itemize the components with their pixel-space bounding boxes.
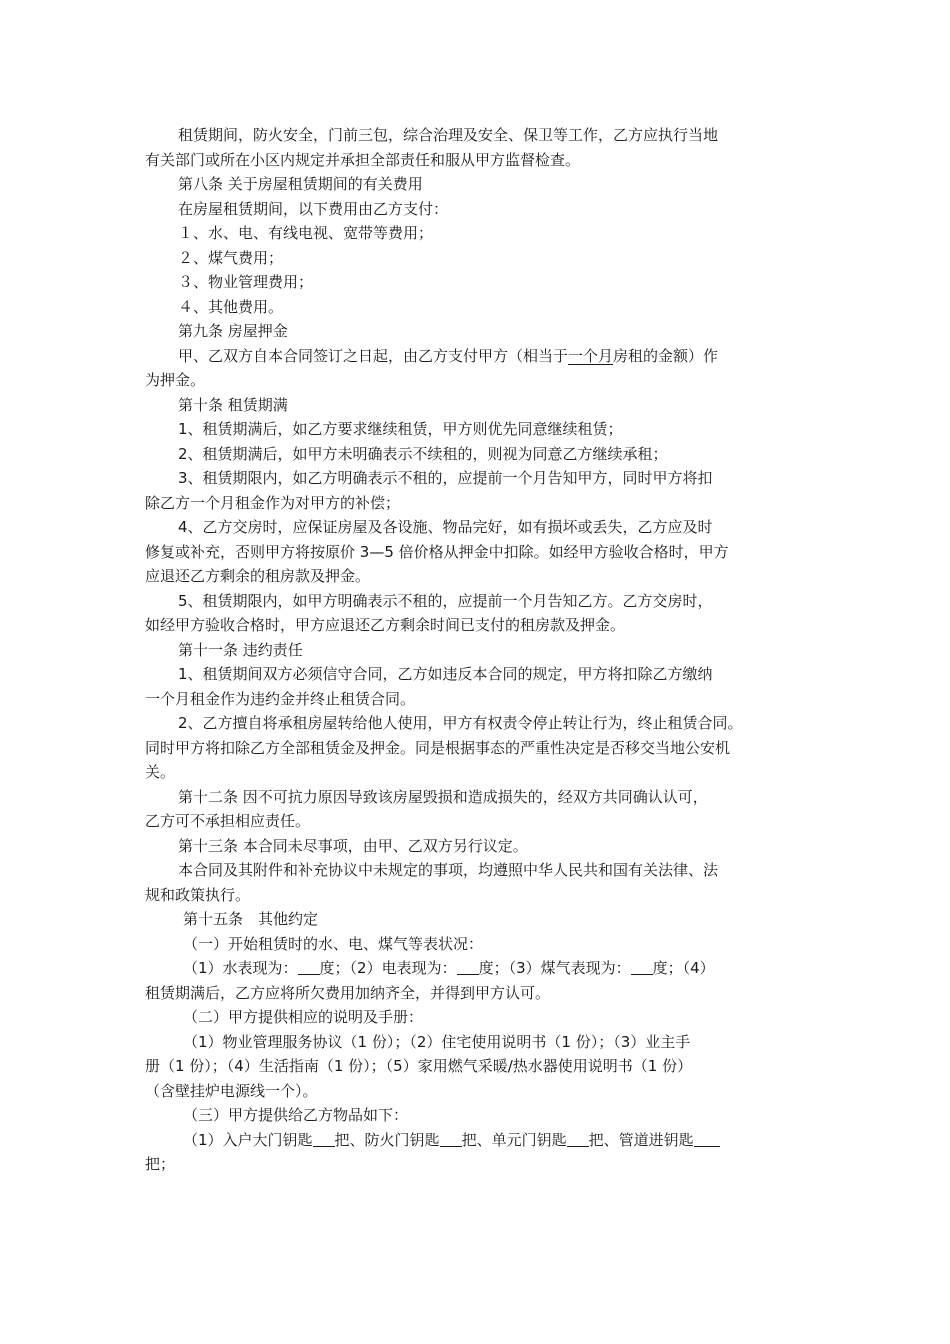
sub-heading: （一）开始租赁时的水、电、煤气等表状况： — [183, 934, 484, 953]
list-item: 4、乙方交房时，应保证房屋及各设施、物品完好，如有损坏或丢失，乙方应及时 — [178, 518, 713, 536]
article-heading: 第十二条 因不可抗力原因导致该房屋毁损和造成损失的，经双方共同确认认可， — [178, 787, 708, 806]
article-heading: 第十条 租赁期满 — [178, 395, 288, 414]
list-item: 1、租赁期间双方必须信守合同，乙方如违反本合同的规定，甲方将扣除乙方缴纳 — [178, 665, 713, 683]
fill-blank — [567, 1130, 589, 1147]
text-segment: 房租的金额）作 — [613, 346, 719, 365]
paragraph-line: 在房屋租赁期间，以下费用由乙方支付： — [178, 199, 449, 218]
list-item: 1、租赁期满后，如乙方要求继续租赁，甲方则优先同意继续租赁； — [178, 420, 623, 438]
fill-blank — [313, 1130, 335, 1147]
list-item: ２、煤气费用； — [178, 248, 284, 267]
fill-blank — [298, 958, 320, 975]
paragraph-line: 除乙方一个月租金作为对甲方的补偿； — [145, 493, 401, 512]
underlined-term: 一个月 — [568, 346, 614, 365]
article-heading: 第九条 房屋押金 — [178, 322, 288, 340]
sub-heading: （二）甲方提供相应的说明及手册： — [183, 1008, 424, 1026]
text-segment: 度；（3）煤气表现为： — [478, 959, 631, 977]
list-item: 3、租赁期限内，如乙方明确表示不租的，应提前一个月告知甲方，同时甲方将扣 — [178, 469, 713, 487]
list-item: ４、其他费用。 — [178, 297, 284, 316]
fill-blank — [694, 1130, 720, 1147]
paragraph-line: 同时甲方将扣除乙方全部租赁金及押金。同是根据事态的严重性决定是否移交当地公安机 — [145, 738, 731, 757]
paragraph-line: 应退还乙方剩余的租房款及押金。 — [145, 567, 371, 585]
text-segment: 把、管道进钥匙 — [588, 1130, 694, 1149]
article-heading: 第十三条 本合同未尽事项，由甲、乙双方另行议定。 — [178, 836, 528, 855]
text-segment: 把、防火门钥匙 — [334, 1130, 440, 1149]
paragraph-line: 规和政策执行。 — [145, 885, 251, 904]
paragraph-line: 租赁期间，防火安全，门前三包，综合治理及安全、保卫等工作，乙方应执行当地 — [178, 126, 719, 144]
paragraph-line: 乙方可不承担相应责任。 — [145, 812, 311, 830]
text-segment: 度；（4） — [652, 959, 715, 977]
fill-blank — [631, 958, 653, 975]
text-segment: （1）水表现为： — [183, 959, 298, 977]
paragraph-line: 为押金。 — [145, 371, 206, 389]
paragraph-line: 修复或补充，否则甲方将按原价 3—5 倍价格从押金中扣除。如经甲方验收合格时，甲方 — [145, 542, 729, 561]
text-segment: 度；（2）电表现为： — [319, 959, 457, 977]
sub-heading: （三）甲方提供给乙方物品如下： — [183, 1106, 409, 1124]
paragraph-line — [145, 344, 810, 369]
list-item: ３、物业管理费用； — [178, 273, 314, 291]
paragraph-line: 如经甲方验收合格时，甲方应退还乙方剩余时间已支付的租房款及押金。 — [145, 616, 626, 634]
list-item: １、水、电、有线电视、宽带等费用； — [178, 224, 434, 242]
fill-blank — [440, 1130, 462, 1147]
fill-blank — [457, 958, 479, 975]
list-item: 5、租赁期限内，如甲方明确表示不租的，应提前一个月告知乙方。乙方交房时， — [178, 591, 713, 610]
article-heading: 第八条 关于房屋租赁期间的有关费用 — [178, 175, 423, 193]
text-segment: （1）入户大门钥匙 — [183, 1130, 313, 1149]
meter-readings-line — [145, 956, 810, 981]
list-item: 2、乙方擅自将承租房屋转给他人使用，甲方有权责令停止转让行为，终止租赁合同。 — [178, 714, 743, 732]
document-body — [145, 123, 810, 1177]
list-item: 2、租赁期满后，如甲方未明确表示不续租的，则视为同意乙方继续承租； — [178, 444, 668, 463]
text-segment: 甲、乙双方自本合同签订之日起，由乙方支付甲方（相当于 — [178, 346, 569, 365]
paragraph-line: 关。 — [145, 763, 176, 781]
paragraph-line: 册（1 份）；（4）生活指南（1 份）；（5）家用燃气采暖/热水器使用说明书（1 份） — [145, 1057, 693, 1075]
paragraph-line: 本合同及其附件和补充协议中未规定的事项，均遵照中华人民共和国有关法律、法 — [178, 861, 719, 879]
article-heading: 第十五条 其他约定 — [183, 910, 319, 928]
list-item: （1）物业管理服务协议（1 份）；（2）住宅使用说明书（1 份）；（3）业主手 — [183, 1032, 691, 1051]
paragraph-line: 把； — [145, 1155, 176, 1173]
text-segment: 把、单元门钥匙 — [461, 1130, 567, 1149]
paragraph-line: 一个月租金作为违约金并终止租赁合同。 — [145, 689, 416, 708]
article-heading: 第十一条 违约责任 — [178, 640, 303, 659]
paragraph-line: （含壁挂炉电源线一个）。 — [145, 1081, 318, 1100]
paragraph-line: 有关部门或所在小区内规定并承担全部责任和服从甲方监督检查。 — [145, 150, 581, 169]
keys-line — [145, 1128, 810, 1153]
paragraph-line: 租赁期满后，乙方应将所欠费用加纳齐全，并得到甲方认可。 — [145, 983, 551, 1002]
